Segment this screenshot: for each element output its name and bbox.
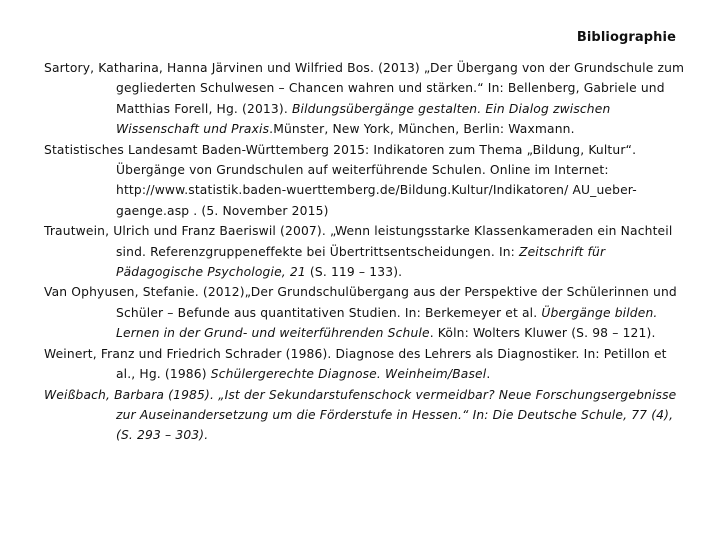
entry-text: . <box>486 367 491 382</box>
entry-text: Statistisches Landesamt Baden-Württemberg 2015: Indikatoren zum Thema „Bildung, Kultur“. Übergänge von Grundschulen auf weiterführende Schulen. Online im Internet: http://www.statistik.baden-wuerttemberg.de/Bildung.Kultur/Indikatoren/ AU_ueber-gaenge.asp . (5. November 2015) <box>44 142 637 218</box>
entry-title: Zeitschrift für Pädagogische Psychologie, 21 <box>116 244 606 280</box>
bibliography-list <box>44 58 686 446</box>
bibliography-entry <box>44 344 686 385</box>
bibliography-entry <box>44 282 686 343</box>
entry-title: Schülergerechte Diagnose. Weinheim/Basel <box>210 367 487 382</box>
entry-title: Weißbach, Barbara (1985). „Ist der Sekundarstufenschock vermeidbar? Neue Forschungsergebnisse zur Auseinandersetzung um die Förderstufe in Hessen.“ In: Die Deutsche Schule, 77 (4), (S. 293 – 303). <box>44 387 677 443</box>
page-title: Bibliographie <box>576 30 676 45</box>
bibliography-entry <box>44 140 686 222</box>
entry-text: Van Ophyusen, Stefanie. (2012)„Der Grundschulübergang aus der Perspektive der Schülerinnen und Schüler – Befunde aus quantitativen Studien. In: Berkemeyer et al. <box>44 285 677 320</box>
entry-text: .Münster, New York, München, Berlin: Waxmann. <box>269 122 575 137</box>
entry-title: Bildungsübergänge gestalten. Ein Dialog zwischen Wissenschaft und Praxis <box>116 101 611 137</box>
entry-text: Sartory, Katharina, Hanna Järvinen und Wilfried Bos. (2013) „Der Übergang von der Grundschule zum gegliederten Schulwesen – Chancen wahren und stärken.“ In: Bellenberg, Gabriele und Matthias Forell, Hg. (2013). <box>44 61 685 116</box>
entry-text: Trautwein, Ulrich und Franz Baeriswil (2007). „Wenn leistungsstarke Klassenkameraden ein Nachteil sind. Referenzgruppeneffekte bei Übertrittsentscheidungen. In: <box>44 224 673 259</box>
bibliography-entry <box>44 221 686 282</box>
bibliography-entry <box>44 385 686 446</box>
entry-text: . Köln: Wolters Kluwer (S. 98 – 121). <box>429 326 656 341</box>
entry-title: Übergänge bilden. Lernen in der Grund- und weiterführenden Schule <box>116 305 658 341</box>
entry-text: Weinert, Franz und Friedrich Schrader (1986). Diagnose des Lehrers als Diagnostiker. In: Petillon et al., Hg. (1986) <box>44 346 667 382</box>
entry-text: (S. 119 – 133). <box>305 265 403 280</box>
bibliography-entry <box>44 58 686 140</box>
